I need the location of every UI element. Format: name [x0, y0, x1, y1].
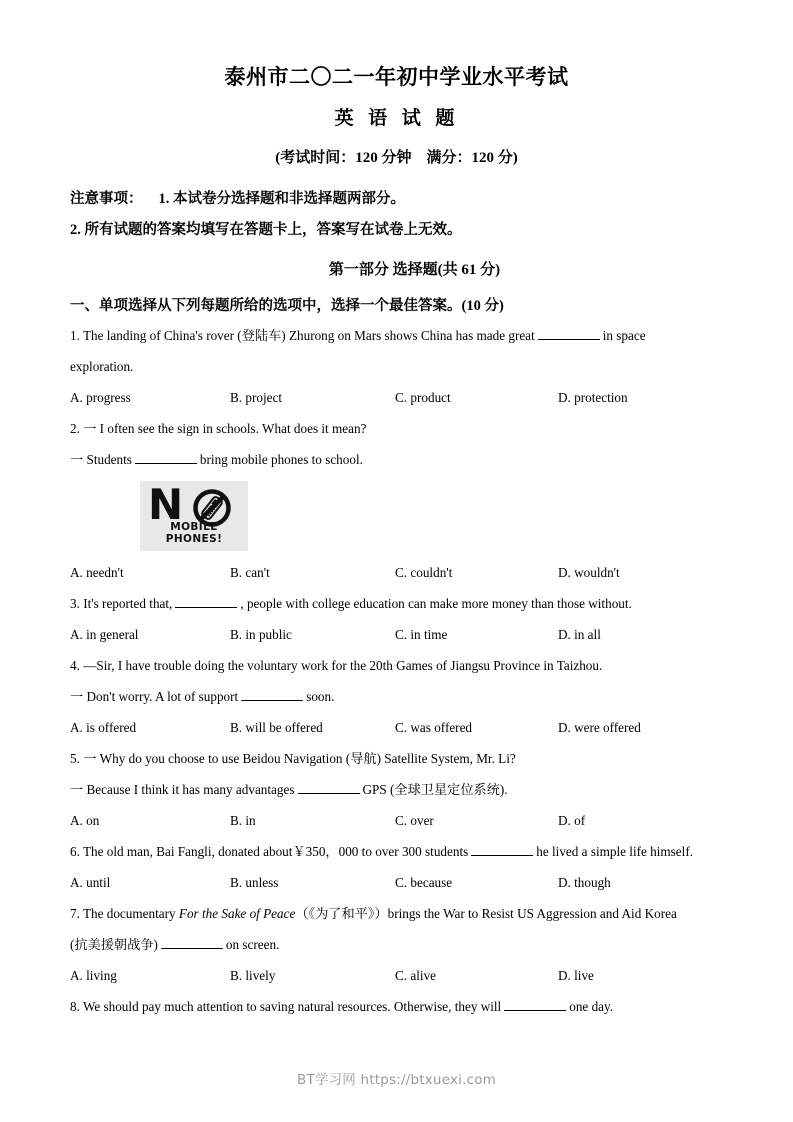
option-c[interactable]: C. product: [395, 390, 451, 405]
option-b[interactable]: B. unless: [230, 875, 279, 890]
question-5-line-1: 5. 一 Why do you choose to use Beidou Navigation (导航) Satellite System, Mr. Li?: [70, 751, 516, 766]
question-6-text-after: he lived a simple life himself.: [536, 844, 694, 859]
option-b[interactable]: B. will be offered: [230, 720, 323, 735]
question-4-options: [70, 712, 793, 743]
question-8-text-before: 8. We should pay much attention to saving natural resources. Otherwise, they will: [70, 999, 502, 1014]
subject-title: 英 语 试 题: [334, 107, 459, 129]
no-mobile-phones-sign: [140, 481, 248, 551]
question-3-line-1: [70, 588, 793, 619]
question-6-options: [70, 867, 793, 898]
question-7-text-after: on screen.: [225, 937, 280, 952]
option-c[interactable]: C. in time: [395, 627, 448, 642]
notice-line-2: 2. 所有试题的答案均填写在答题卡上，答案写在试卷上无效。: [70, 222, 462, 238]
question-2-text-after: bring mobile phones to school.: [199, 452, 363, 467]
watermark: BT学习网 https://btxuexi.com: [296, 1072, 497, 1088]
notice-line-1: [0, 170, 793, 215]
question-1-options: [70, 382, 793, 413]
option-c[interactable]: C. over: [395, 813, 434, 828]
question-3-options: [70, 619, 793, 650]
question-5-line-2: [70, 774, 793, 805]
notice-label: 注意事项：: [70, 191, 143, 207]
question-1-line-1: [70, 320, 793, 351]
sign-caption: MOBILE PHONES!: [165, 521, 223, 545]
option-a[interactable]: A. progress: [70, 390, 131, 405]
sign-letter-n: N: [148, 480, 182, 529]
question-7-options: [70, 960, 793, 991]
question-4-line-2: [70, 681, 793, 712]
question-7-title-italic: For the Sake of Peace: [178, 906, 296, 921]
option-d[interactable]: D. protection: [558, 390, 628, 405]
option-a[interactable]: A. until: [70, 875, 111, 890]
no-mobile-phones-image-wrap: [70, 475, 793, 557]
answer-blank[interactable]: [175, 595, 237, 608]
questions-container: [0, 320, 793, 1022]
question-1-text-after: in space: [602, 328, 646, 343]
answer-blank[interactable]: [471, 843, 533, 856]
option-a[interactable]: A. in general: [70, 627, 139, 642]
notice-item-1: 1. 本试卷分选择题和非选择题两部分。: [158, 191, 405, 207]
question-2-text-before: 一 Students: [70, 452, 132, 467]
option-a[interactable]: A. living: [70, 968, 117, 983]
page-title: 泰州市二〇二一年初中学业水平考试: [224, 65, 569, 89]
question-3-text-after: , people with college education can make more money than those without.: [240, 596, 632, 611]
part-one-heading: 第一部分 选择题(共 61 分): [328, 262, 501, 278]
answer-blank[interactable]: [504, 998, 566, 1011]
answer-blank[interactable]: [538, 327, 600, 340]
question-5-text-after: GPS (全球卫星定位系统).: [362, 782, 508, 797]
option-c[interactable]: C. because: [395, 875, 453, 890]
option-b[interactable]: B. lively: [230, 968, 276, 983]
question-7-text-a: 7. The documentary: [70, 906, 179, 921]
question-7-line-2: [70, 929, 793, 960]
question-8-line-1: [70, 991, 793, 1022]
question-2-options: [70, 557, 793, 588]
option-a[interactable]: A. on: [70, 813, 100, 828]
question-7-line-1: [70, 898, 793, 929]
question-4-text-before: 一 Don't worry. A lot of support: [70, 689, 239, 704]
question-7-text-before: (抗美援朝战争): [70, 937, 158, 952]
exam-info-line: (考试时间：120 分钟 满分：120 分): [275, 150, 518, 166]
option-c[interactable]: C. couldn't: [395, 565, 453, 580]
question-7-text-b: （《为了和平》）brings the War to Resist US Aggression and Aid Korea: [295, 906, 677, 921]
question-4-line-1: 4. —Sir, I have trouble doing the voluntary work for the 20th Games of Jiangsu Province in Taizhou.: [70, 658, 603, 673]
option-d[interactable]: D. in all: [558, 627, 601, 642]
question-4-text-after: soon.: [306, 689, 335, 704]
option-b[interactable]: B. can't: [230, 565, 270, 580]
option-a[interactable]: A. needn't: [70, 565, 124, 580]
answer-blank[interactable]: [135, 451, 197, 464]
option-d[interactable]: D. live: [558, 968, 594, 983]
option-b[interactable]: B. project: [230, 390, 283, 405]
option-b[interactable]: B. in: [230, 813, 256, 828]
question-5-text-before: 一 Because I think it has many advantages: [70, 782, 295, 797]
question-6-line-1: [70, 836, 793, 867]
question-1-line-2: exploration.: [70, 359, 134, 374]
answer-blank[interactable]: [241, 688, 303, 701]
option-d[interactable]: D. were offered: [558, 720, 641, 735]
question-3-text-before: 3. It's reported that,: [70, 596, 173, 611]
question-6-text-before: 6. The old man, Bai Fangli, donated about￥350，000 to over 300 students: [70, 844, 469, 859]
option-c[interactable]: C. alive: [395, 968, 437, 983]
option-d[interactable]: D. of: [558, 813, 586, 828]
answer-blank[interactable]: [161, 936, 223, 949]
question-5-options: [70, 805, 793, 836]
question-2-line-2: [70, 444, 793, 475]
question-8-text-after: one day.: [569, 999, 614, 1014]
option-c[interactable]: C. was offered: [395, 720, 473, 735]
option-b[interactable]: B. in public: [230, 627, 292, 642]
option-d[interactable]: D. though: [558, 875, 611, 890]
question-1-text-before: 1. The landing of China's rover (登陆车) Zhurong on Mars shows China has made great: [70, 328, 535, 343]
option-a[interactable]: A. is offered: [70, 720, 137, 735]
answer-blank[interactable]: [298, 781, 360, 794]
question-2-line-1: 2. 一 I often see the sign in schools. What does it mean?: [70, 421, 367, 436]
option-d[interactable]: D. wouldn't: [558, 565, 620, 580]
section-one-heading: 一、单项选择从下列每题所给的选项中，选择一个最佳答案。(10 分): [70, 298, 504, 314]
